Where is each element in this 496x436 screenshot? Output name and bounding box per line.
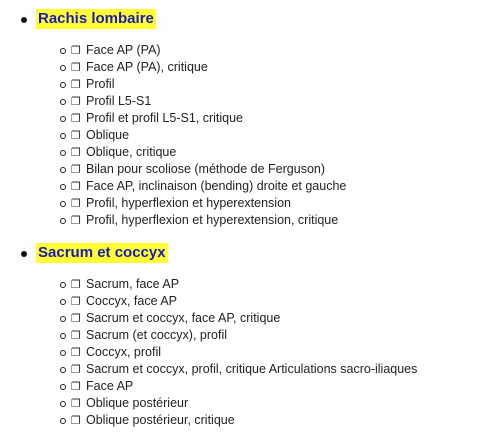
list-item bbox=[0, 195, 496, 212]
circle-bullet-icon bbox=[60, 384, 66, 390]
circle-bullet-icon bbox=[60, 401, 66, 407]
item-label: Sacrum et coccyx, face AP, critique bbox=[86, 311, 281, 325]
circle-bullet-icon bbox=[60, 367, 66, 373]
section-header bbox=[0, 9, 496, 31]
section-rachis-lombaire bbox=[0, 9, 496, 227]
list-item bbox=[0, 412, 496, 429]
checkbox-icon[interactable]: ❐ bbox=[71, 44, 81, 57]
list-item bbox=[0, 310, 496, 327]
item-label: Bilan pour scoliose (méthode de Ferguson) bbox=[86, 162, 326, 176]
item-label: Face AP (PA) bbox=[86, 43, 161, 57]
item-label: Sacrum (et coccyx), profil bbox=[86, 328, 228, 342]
circle-bullet-icon bbox=[60, 201, 66, 207]
list-item bbox=[0, 361, 496, 378]
item-label: Face AP, inclinaison (bending) droite et gauche bbox=[86, 179, 347, 193]
list-item bbox=[0, 378, 496, 395]
checkbox-icon[interactable]: ❐ bbox=[71, 61, 81, 74]
checkbox-icon[interactable]: ❐ bbox=[71, 197, 81, 210]
exam-list bbox=[0, 42, 496, 229]
exam-list bbox=[0, 276, 496, 429]
checkbox-icon[interactable]: ❐ bbox=[71, 112, 81, 125]
checkbox-icon[interactable]: ❐ bbox=[71, 414, 81, 427]
circle-bullet-icon bbox=[60, 282, 66, 288]
item-label: Oblique postérieur, critique bbox=[86, 413, 235, 427]
list-item bbox=[0, 144, 496, 161]
circle-bullet-icon bbox=[60, 48, 66, 54]
list-item bbox=[0, 93, 496, 110]
item-label: Face AP bbox=[86, 379, 134, 393]
list-item bbox=[0, 59, 496, 76]
checkbox-icon[interactable]: ❐ bbox=[71, 329, 81, 342]
checkbox-icon[interactable]: ❐ bbox=[71, 163, 81, 176]
circle-bullet-icon bbox=[60, 99, 66, 105]
checkbox-icon[interactable]: ❐ bbox=[71, 129, 81, 142]
checkbox-icon[interactable]: ❐ bbox=[71, 146, 81, 159]
section-sacrum-coccyx bbox=[0, 243, 496, 427]
item-label: Profil L5-S1 bbox=[86, 94, 152, 108]
item-label: Coccyx, profil bbox=[86, 345, 162, 359]
list-item bbox=[0, 293, 496, 310]
checkbox-icon[interactable]: ❐ bbox=[71, 312, 81, 325]
checkbox-icon[interactable]: ❐ bbox=[71, 78, 81, 91]
list-item bbox=[0, 276, 496, 293]
list-item bbox=[0, 212, 496, 229]
section-heading: Rachis lombaire bbox=[38, 10, 154, 27]
list-item bbox=[0, 110, 496, 127]
checkbox-icon[interactable]: ❐ bbox=[71, 278, 81, 291]
section-heading: Sacrum et coccyx bbox=[38, 244, 166, 261]
list-item bbox=[0, 127, 496, 144]
circle-bullet-icon bbox=[60, 218, 66, 224]
item-label: Sacrum, face AP bbox=[86, 277, 180, 291]
list-item bbox=[0, 42, 496, 59]
item-label: Coccyx, face AP bbox=[86, 294, 178, 308]
checkbox-icon[interactable]: ❐ bbox=[71, 180, 81, 193]
circle-bullet-icon bbox=[60, 350, 66, 356]
checkbox-icon[interactable]: ❐ bbox=[71, 363, 81, 376]
checkbox-icon[interactable]: ❐ bbox=[71, 214, 81, 227]
item-label: Oblique postérieur bbox=[86, 396, 189, 410]
checkbox-icon[interactable]: ❐ bbox=[71, 346, 81, 359]
list-item bbox=[0, 76, 496, 93]
item-label: Profil bbox=[86, 77, 115, 91]
checkbox-icon[interactable]: ❐ bbox=[71, 295, 81, 308]
bullet-icon bbox=[21, 251, 27, 257]
item-label: Profil, hyperflexion et hyperextension, critique bbox=[86, 213, 339, 227]
list-item bbox=[0, 178, 496, 195]
circle-bullet-icon bbox=[60, 167, 66, 173]
circle-bullet-icon bbox=[60, 116, 66, 122]
item-label: Sacrum et coccyx, profil, critique Articulations sacro-iliaques bbox=[86, 362, 418, 376]
list-item bbox=[0, 161, 496, 178]
list-item bbox=[0, 327, 496, 344]
section-header bbox=[0, 243, 496, 265]
list-item bbox=[0, 395, 496, 412]
item-label: Profil et profil L5-S1, critique bbox=[86, 111, 244, 125]
circle-bullet-icon bbox=[60, 418, 66, 424]
checkbox-icon[interactable]: ❐ bbox=[71, 380, 81, 393]
bullet-icon bbox=[21, 17, 27, 23]
circle-bullet-icon bbox=[60, 184, 66, 190]
circle-bullet-icon bbox=[60, 333, 66, 339]
circle-bullet-icon bbox=[60, 299, 66, 305]
circle-bullet-icon bbox=[60, 65, 66, 71]
item-label: Oblique, critique bbox=[86, 145, 177, 159]
item-label: Face AP (PA), critique bbox=[86, 60, 208, 74]
item-label: Profil, hyperflexion et hyperextension bbox=[86, 196, 291, 210]
checkbox-icon[interactable]: ❐ bbox=[71, 397, 81, 410]
circle-bullet-icon bbox=[60, 82, 66, 88]
circle-bullet-icon bbox=[60, 133, 66, 139]
list-item bbox=[0, 344, 496, 361]
circle-bullet-icon bbox=[60, 316, 66, 322]
item-label: Oblique bbox=[86, 128, 130, 142]
checkbox-icon[interactable]: ❐ bbox=[71, 95, 81, 108]
circle-bullet-icon bbox=[60, 150, 66, 156]
